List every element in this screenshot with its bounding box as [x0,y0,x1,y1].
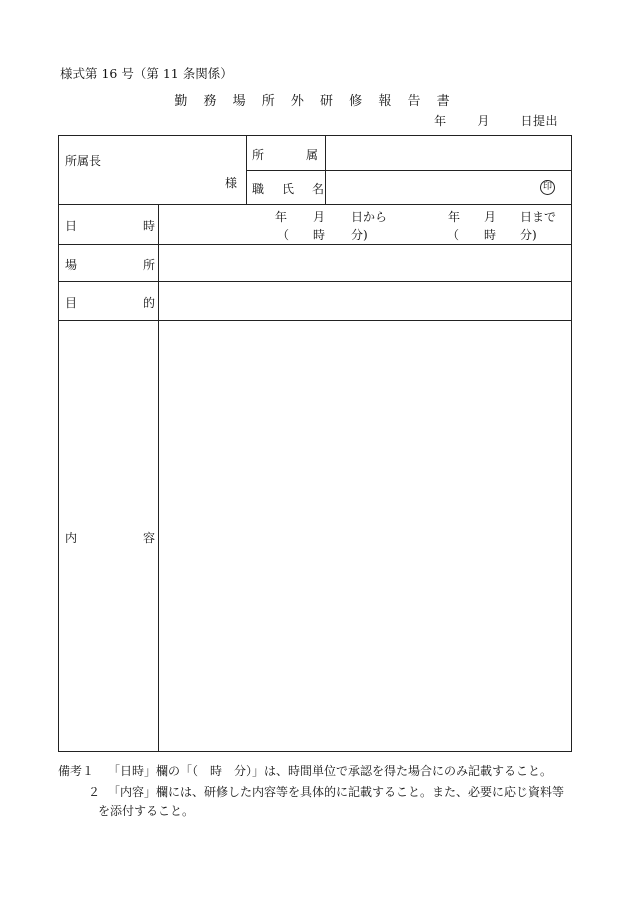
end-year-label: 年 [448,210,461,224]
end-minute-label: 分) [520,228,537,242]
datetime-label-2: 時 [143,219,156,233]
divider-applicant-mid [246,170,572,171]
end-hour-label: 時 [484,228,497,242]
document-title: 勤 務 場 所 外 研 修 報 告 書 [174,94,456,109]
submission-day-label: 日提出 [520,114,558,128]
affiliation-label: 所 属 [252,148,319,162]
start-minute-label: 分) [351,228,368,242]
content-label-2: 容 [143,531,156,545]
purpose-label-1: 目 [65,296,78,310]
end-month-label: 月 [484,210,497,224]
form-number: 様式第 16 号（第 11 条関係） [60,66,233,81]
place-field[interactable] [165,254,565,274]
purpose-field[interactable] [165,292,565,312]
place-label-2: 所 [143,258,156,272]
remark-1-text: 「日時」欄の「（ 時 分）」は、時間単位で承認を得た場合にのみ記載すること。 [108,764,553,778]
divider-datetime-bottom [59,244,572,245]
affiliation-field[interactable] [331,146,567,164]
addressee-honorific: 様 [225,176,238,190]
remark-2-continuation: を添付すること。 [98,804,195,818]
submission-month-label: 月 [477,114,490,128]
divider-header-bottom [59,204,572,205]
position-name-field[interactable] [331,180,531,198]
divider-addressee-right [246,136,247,204]
content-field[interactable] [165,328,565,746]
report-form-table [58,135,572,752]
content-label-1: 内 [65,531,78,545]
remark-2-text: 「内容」欄には、研修した内容等を具体的に記載すること。また、必要に応じ資料等 [108,785,565,799]
end-day-label: 日まで [520,210,557,224]
start-month-label: 月 [313,210,326,224]
datetime-label-1: 日 [65,219,78,233]
divider-place-bottom [59,281,572,282]
divider-purpose-bottom [59,320,572,321]
divider-applicant-label-right [325,136,326,204]
position-name-label: 職 氏 名 [252,182,325,196]
remark-2-prefix: ２ [88,785,101,799]
place-label-1: 場 [65,258,78,272]
divider-row-label-right [158,204,159,752]
seal-mark: 印 [540,180,555,195]
submission-year-label: 年 [434,114,447,128]
start-day-label: 日から [351,210,388,224]
start-hour-label: 時 [313,228,326,242]
addressee-label: 所属長 [65,154,102,168]
end-paren-open: （ [447,228,460,242]
submission-date [434,112,558,129]
remark-1-prefix: 備考１ [58,764,95,778]
start-paren-open: （ [277,228,290,242]
start-year-label: 年 [275,210,288,224]
purpose-label-2: 的 [143,296,156,310]
